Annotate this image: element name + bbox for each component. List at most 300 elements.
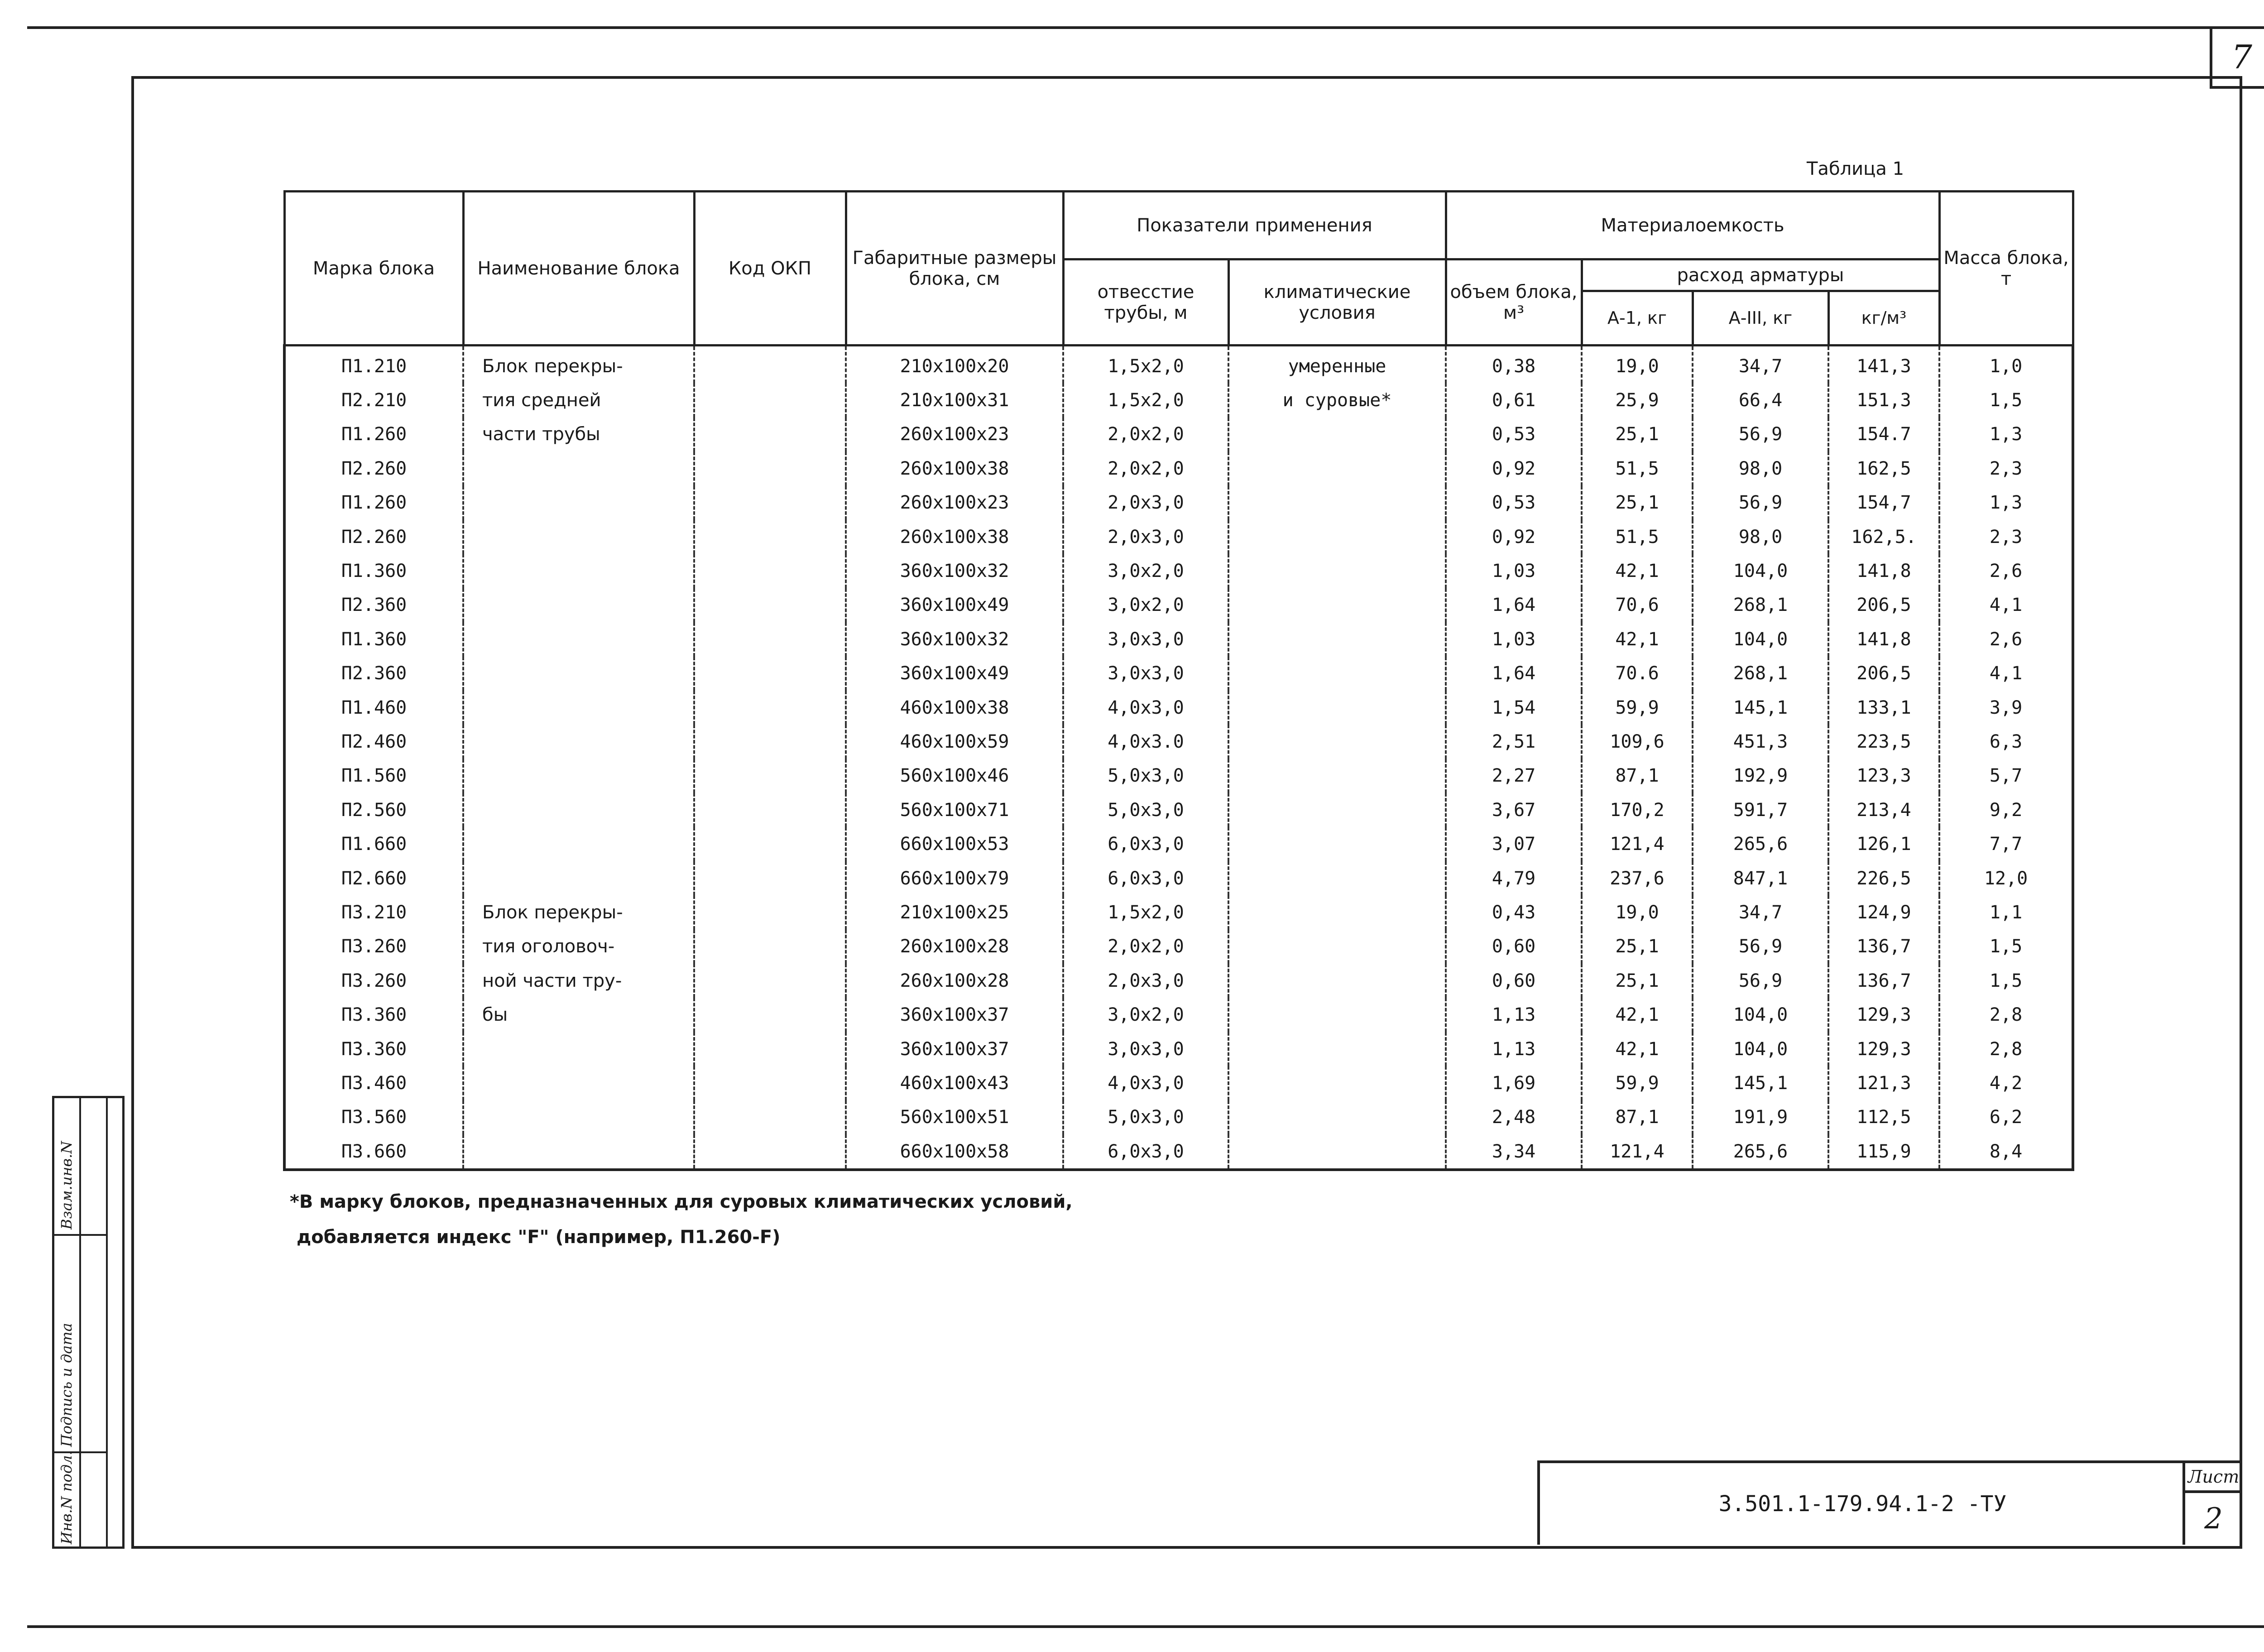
cell-volume: 3,67 [1446,793,1582,827]
table-row [284,486,2073,520]
cell-mark: П3.360 [284,998,463,1032]
header-climate: климатические условия [1228,259,1446,346]
cell-ratio: 2,0x3,0 [1063,486,1228,520]
cell-mark: П1.560 [284,759,463,793]
side-sign-label: Подпись и дата [58,1323,75,1447]
table-row [284,383,2073,417]
cell-name [463,827,694,861]
side-inv-label: Инв.N подл. [58,1450,75,1544]
cell-volume: 2,51 [1446,725,1582,759]
cell-mass: 5,7 [1939,759,2073,793]
cell-code [694,998,846,1032]
cell-mark: П2.660 [284,861,463,895]
cell-code [694,588,846,622]
cell-a1: 25,1 [1582,418,1693,451]
cell-climate [1228,1100,1446,1134]
cell-ratio: 1,5x2,0 [1063,895,1228,929]
cell-a3: 847,1 [1693,861,1828,895]
cell-name [463,451,694,485]
cell-a1: 70,6 [1582,588,1693,622]
cell-dims: 260x100x23 [846,418,1063,451]
cell-ratio: 5,0x3,0 [1063,1100,1228,1134]
cell-a1: 70.6 [1582,657,1693,691]
cell-a1: 121,4 [1582,827,1693,861]
cell-dims: 360x100x37 [846,1032,1063,1066]
cell-ratio: 4,0x3,0 [1063,1066,1228,1100]
table-row [284,930,2073,964]
table-row [284,622,2073,656]
cell-mark: П1.210 [284,346,463,384]
cell-a3: 56,9 [1693,964,1828,998]
cell-code [694,725,846,759]
cell-mark: П3.360 [284,1032,463,1066]
cell-dims: 560x100x46 [846,759,1063,793]
cell-dims: 260x100x28 [846,964,1063,998]
cell-mark: П2.260 [284,451,463,485]
cell-volume: 1,64 [1446,657,1582,691]
cell-a3: 98,0 [1693,451,1828,485]
cell-climate [1228,895,1446,929]
cell-a1: 87,1 [1582,1100,1693,1134]
cell-kgm: 213,4 [1828,793,1939,827]
cell-mass: 1,0 [1939,346,2073,384]
cell-name [463,759,694,793]
cell-climate [1228,520,1446,554]
cell-a3: 34,7 [1693,346,1828,384]
cell-name [463,793,694,827]
cell-ratio: 6,0x3,0 [1063,1134,1228,1170]
cell-ratio: 3,0x2,0 [1063,588,1228,622]
cell-volume: 4,79 [1446,861,1582,895]
cell-name [463,1100,694,1134]
cell-kgm: 129,3 [1828,1032,1939,1066]
cell-code [694,1134,846,1170]
cell-name: тия средней [463,383,694,417]
cell-mass: 3,9 [1939,691,2073,725]
cell-a1: 42,1 [1582,554,1693,588]
cell-kgm: 162,5. [1828,520,1939,554]
blocks-table [283,190,2074,1171]
cell-a3: 104,0 [1693,1032,1828,1066]
cell-climate [1228,418,1446,451]
cell-a1: 237,6 [1582,861,1693,895]
cell-kgm: 162,5 [1828,451,1939,485]
cell-name [463,520,694,554]
cell-code [694,1066,846,1100]
cell-dims: 460x100x38 [846,691,1063,725]
cell-code [694,383,846,417]
cell-mass: 1,5 [1939,964,2073,998]
cell-volume: 1,03 [1446,554,1582,588]
cell-climate [1228,554,1446,588]
cell-climate [1228,930,1446,964]
table-row [284,418,2073,451]
cell-a1: 170,2 [1582,793,1693,827]
cell-code [694,622,846,656]
cell-code [694,691,846,725]
header-dims: Габаритные размеры блока, см [846,192,1063,346]
cell-code [694,861,846,895]
cell-dims: 260x100x28 [846,930,1063,964]
cell-kgm: 151,3 [1828,383,1939,417]
cell-mark: П3.460 [284,1066,463,1100]
cell-kgm: 136,7 [1828,930,1939,964]
cell-a1: 42,1 [1582,1032,1693,1066]
cell-a1: 51,5 [1582,451,1693,485]
cell-volume: 0,38 [1446,346,1582,384]
cell-a3: 34,7 [1693,895,1828,929]
cell-code [694,1100,846,1134]
cell-mass: 2,6 [1939,622,2073,656]
cell-mass: 4,1 [1939,657,2073,691]
cell-a3: 265,6 [1693,827,1828,861]
cell-name: бы [463,998,694,1032]
cell-a3: 98,0 [1693,520,1828,554]
cell-ratio: 3,0x3,0 [1063,657,1228,691]
header-rebar: расход арматуры [1582,259,1939,291]
cell-code [694,486,846,520]
cell-a3: 104,0 [1693,622,1828,656]
cell-ratio: 2,0x2,0 [1063,418,1228,451]
cell-kgm: 112,5 [1828,1100,1939,1134]
cell-a3: 104,0 [1693,998,1828,1032]
cell-ratio: 5,0x3,0 [1063,793,1228,827]
table-row [284,554,2073,588]
header-a3: А-III, кг [1693,291,1828,346]
cell-name [463,1066,694,1100]
cell-kgm: 226,5 [1828,861,1939,895]
header-name: Наименование блока [463,192,694,346]
cell-ratio: 2,0x2,0 [1063,451,1228,485]
cell-name [463,691,694,725]
header-mass: Масса блока, т [1939,192,2073,346]
cell-mass: 1,5 [1939,383,2073,417]
cell-mass: 1,3 [1939,486,2073,520]
cell-volume: 0,92 [1446,451,1582,485]
cell-volume: 0,53 [1446,418,1582,451]
cell-ratio: 6,0x3,0 [1063,827,1228,861]
cell-volume: 3,34 [1446,1134,1582,1170]
cell-a1: 25,1 [1582,486,1693,520]
cell-a3: 56,9 [1693,930,1828,964]
cell-code [694,827,846,861]
cell-a3: 268,1 [1693,588,1828,622]
cell-a3: 145,1 [1693,1066,1828,1100]
table-row [284,1134,2073,1170]
header-ratio: отвесстие трубы, м [1063,259,1228,346]
cell-ratio: 6,0x3,0 [1063,861,1228,895]
cell-dims: 260x100x23 [846,486,1063,520]
cell-name [463,588,694,622]
cell-kgm: 154.7 [1828,418,1939,451]
cell-volume: 1,03 [1446,622,1582,656]
cell-a3: 268,1 [1693,657,1828,691]
cell-mass: 6,2 [1939,1100,2073,1134]
footnote-line-1: *В марку блоков, предназначенных для суровых климатических условий, [290,1191,1073,1212]
header-volume: объем блока, м³ [1446,259,1582,346]
cell-code [694,554,846,588]
table-row [284,691,2073,725]
cell-kgm: 121,3 [1828,1066,1939,1100]
cell-ratio: 4,0x3,0 [1063,691,1228,725]
table-row [284,895,2073,929]
title-block [1537,1460,2242,1545]
cell-dims: 660x100x58 [846,1134,1063,1170]
cell-dims: 360x100x37 [846,998,1063,1032]
cell-ratio: 2,0x3,0 [1063,964,1228,998]
cell-code [694,793,846,827]
cell-climate [1228,1134,1446,1170]
footnote [290,1184,1073,1255]
cell-mark: П3.660 [284,1134,463,1170]
header-mark: Марка блока [284,192,463,346]
cell-mass: 1,3 [1939,418,2073,451]
cell-mark: П3.210 [284,895,463,929]
cell-code [694,657,846,691]
table-row [284,725,2073,759]
cell-name [463,861,694,895]
cell-mass: 6,3 [1939,725,2073,759]
cell-mass: 8,4 [1939,1134,2073,1170]
cell-code [694,451,846,485]
cell-code [694,418,846,451]
cell-dims: 660x100x79 [846,861,1063,895]
cell-kgm: 154,7 [1828,486,1939,520]
cell-climate [1228,588,1446,622]
cell-a3: 56,9 [1693,486,1828,520]
table-row [284,793,2073,827]
cell-a3: 56,9 [1693,418,1828,451]
table-row [284,998,2073,1032]
cell-mark: П3.260 [284,930,463,964]
cell-mass: 2,3 [1939,520,2073,554]
cell-volume: 0,53 [1446,486,1582,520]
cell-kgm: 206,5 [1828,588,1939,622]
cell-volume: 3,07 [1446,827,1582,861]
cell-a3: 191,9 [1693,1100,1828,1134]
cell-dims: 560x100x51 [846,1100,1063,1134]
cell-kgm: 129,3 [1828,998,1939,1032]
cell-a3: 145,1 [1693,691,1828,725]
cell-kgm: 141,3 [1828,346,1939,384]
cell-climate [1228,622,1446,656]
table-row [284,451,2073,485]
cell-ratio: 3,0x3,0 [1063,1032,1228,1066]
cell-volume: 1,13 [1446,1032,1582,1066]
cell-dims: 210x100x20 [846,346,1063,384]
cell-code [694,930,846,964]
cell-a1: 19,0 [1582,346,1693,384]
cell-name [463,725,694,759]
cell-a3: 66,4 [1693,383,1828,417]
cell-kgm: 223,5 [1828,725,1939,759]
sheet-box [2182,1463,2242,1545]
cell-volume: 0,92 [1446,520,1582,554]
cell-mark: П2.210 [284,383,463,417]
cell-volume: 2,48 [1446,1100,1582,1134]
side-col-1 [54,1098,81,1546]
table-row [284,759,2073,793]
cell-dims: 210x100x31 [846,383,1063,417]
cell-volume: 1,54 [1446,691,1582,725]
cell-mass: 2,3 [1939,451,2073,485]
cell-climate [1228,657,1446,691]
cell-volume: 1,69 [1446,1066,1582,1100]
cell-mark: П2.460 [284,725,463,759]
cell-mark: П2.360 [284,657,463,691]
table-row [284,964,2073,998]
side-col-2 [81,1098,108,1546]
cell-code [694,759,846,793]
cell-code [694,895,846,929]
cell-code [694,964,846,998]
header-a1: А-1, кг [1582,291,1693,346]
cell-climate [1228,691,1446,725]
cell-climate: и суровые* [1228,383,1446,417]
cell-kgm: 124,9 [1828,895,1939,929]
cell-mark: П3.560 [284,1100,463,1134]
cell-kgm: 133,1 [1828,691,1939,725]
table-row [284,346,2073,384]
cell-name [463,554,694,588]
cell-kgm: 123,3 [1828,759,1939,793]
cell-volume: 2,27 [1446,759,1582,793]
cell-mass: 12,0 [1939,861,2073,895]
sheet-number: 2 [2204,1502,2223,1536]
cell-a1: 42,1 [1582,622,1693,656]
cell-name [463,1134,694,1170]
cell-mark: П1.260 [284,486,463,520]
cell-a3: 192,9 [1693,759,1828,793]
cell-code [694,520,846,554]
side-replace-label: Взам.инв.N [58,1141,75,1229]
table-row [284,827,2073,861]
cell-dims: 260x100x38 [846,520,1063,554]
cell-volume: 0,43 [1446,895,1582,929]
cell-dims: 560x100x71 [846,793,1063,827]
cell-climate [1228,725,1446,759]
cell-mark: П1.260 [284,418,463,451]
cell-name [463,657,694,691]
cell-name: части трубы [463,418,694,451]
cell-name: Блок перекры- [463,346,694,384]
cell-a1: 25,1 [1582,964,1693,998]
cell-a3: 265,6 [1693,1134,1828,1170]
cell-mark: П2.360 [284,588,463,622]
cell-dims: 360x100x32 [846,622,1063,656]
cell-dims: 460x100x43 [846,1066,1063,1100]
cell-mark: П2.560 [284,793,463,827]
cell-a3: 591,7 [1693,793,1828,827]
table-row [284,588,2073,622]
cell-a1: 87,1 [1582,759,1693,793]
footnote-line-2: добавляется индекс "F" (например, П1.260-F) [297,1227,781,1248]
cell-dims: 210x100x25 [846,895,1063,929]
side-strip [52,1096,125,1549]
cell-ratio: 3,0x2,0 [1063,998,1228,1032]
cell-kgm: 141,8 [1828,622,1939,656]
cell-kgm: 141,8 [1828,554,1939,588]
cell-dims: 360x100x49 [846,657,1063,691]
cell-ratio: 1,5x2,0 [1063,346,1228,384]
cell-name: ной части тру- [463,964,694,998]
cell-ratio: 5,0x3,0 [1063,759,1228,793]
table-row [284,657,2073,691]
cell-mark: П2.260 [284,520,463,554]
cell-a1: 25,1 [1582,930,1693,964]
cell-mark: П1.460 [284,691,463,725]
cell-a1: 51,5 [1582,520,1693,554]
cell-dims: 460x100x59 [846,725,1063,759]
cell-mass: 4,2 [1939,1066,2073,1100]
cell-ratio: 4,0x3.0 [1063,725,1228,759]
header-kgm: кг/м³ [1828,291,1939,346]
cell-mass: 1,1 [1939,895,2073,929]
table-row [284,1032,2073,1066]
cell-ratio: 1,5x2,0 [1063,383,1228,417]
cell-dims: 260x100x38 [846,451,1063,485]
cell-climate [1228,451,1446,485]
cell-kgm: 126,1 [1828,827,1939,861]
cell-a1: 42,1 [1582,998,1693,1032]
cell-climate [1228,486,1446,520]
cell-dims: 660x100x53 [846,827,1063,861]
cell-kgm: 136,7 [1828,964,1939,998]
cell-name [463,1032,694,1066]
cell-a3: 104,0 [1693,554,1828,588]
cell-mass: 2,8 [1939,998,2073,1032]
cell-mass: 9,2 [1939,793,2073,827]
cell-a1: 25,9 [1582,383,1693,417]
header-application: Показатели применения [1063,192,1446,259]
cell-climate [1228,861,1446,895]
cell-kgm: 206,5 [1828,657,1939,691]
cell-name: Блок перекры- [463,895,694,929]
table-row [284,520,2073,554]
cell-kgm: 115,9 [1828,1134,1939,1170]
cell-code [694,1032,846,1066]
cell-ratio: 2,0x2,0 [1063,930,1228,964]
cell-ratio: 3,0x3,0 [1063,622,1228,656]
table-row [284,1100,2073,1134]
cell-mark: П3.260 [284,964,463,998]
cell-mark: П1.660 [284,827,463,861]
page-number: 7 [2210,28,2264,89]
header-code: Код ОКП [694,192,846,346]
table-caption: Таблица 1 [1807,158,1904,179]
cell-name [463,622,694,656]
cell-ratio: 3,0x2,0 [1063,554,1228,588]
cell-mass: 2,6 [1939,554,2073,588]
cell-a1: 121,4 [1582,1134,1693,1170]
cell-dims: 360x100x32 [846,554,1063,588]
document-code: 3.501.1-179.94.1-2 -ТУ [1718,1491,2007,1517]
cell-volume: 0,60 [1446,964,1582,998]
cell-mark: П1.360 [284,622,463,656]
cell-mark: П1.360 [284,554,463,588]
cell-volume: 0,60 [1446,930,1582,964]
cell-mass: 7,7 [1939,827,2073,861]
cell-volume: 0,61 [1446,383,1582,417]
table-row [284,861,2073,895]
cell-ratio: 2,0x3,0 [1063,520,1228,554]
header-materials: Материалоемкость [1446,192,1939,259]
cell-a1: 109,6 [1582,725,1693,759]
cell-climate [1228,827,1446,861]
cell-volume: 1,64 [1446,588,1582,622]
cell-a1: 59,9 [1582,1066,1693,1100]
cell-a1: 19,0 [1582,895,1693,929]
